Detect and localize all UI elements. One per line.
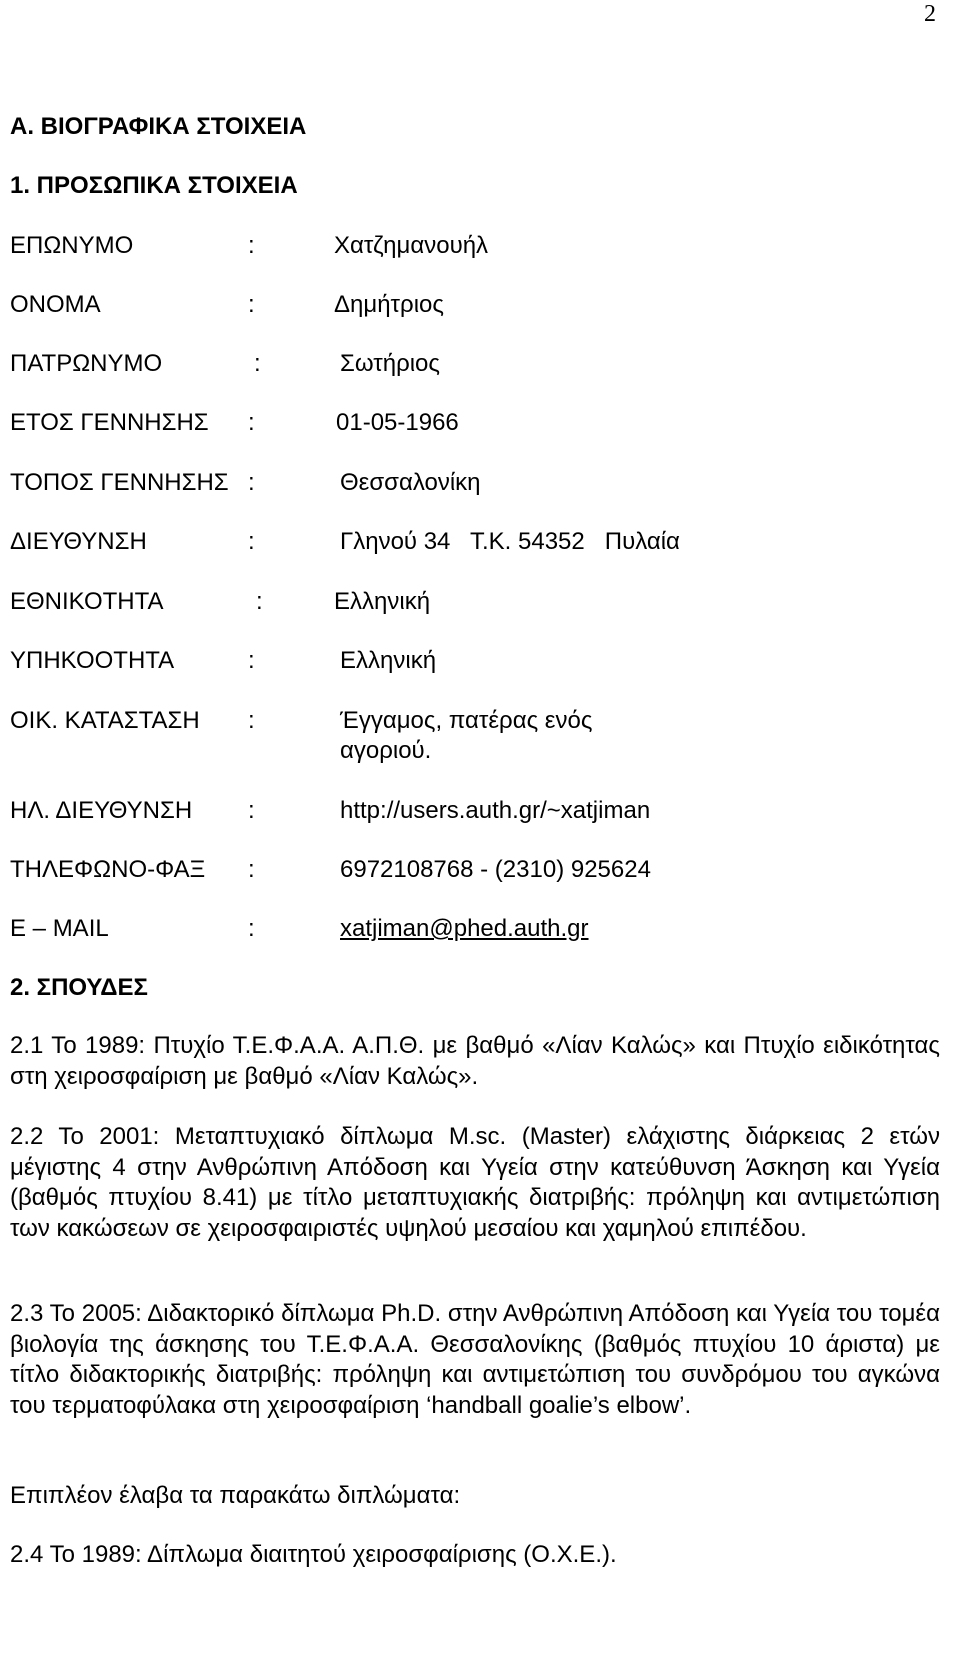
field-value: Γληνού 34 Τ.Κ. 54352 Πυλαία bbox=[340, 528, 680, 555]
studies-title: 2. ΣΠΟΥΔΕΣ bbox=[10, 974, 148, 1001]
field-surname bbox=[10, 231, 940, 261]
field-birth-place bbox=[10, 468, 940, 498]
field-label: ΠΑΤΡΩΝΥΜΟ bbox=[10, 350, 163, 377]
field-label: ΤΟΠΟΣ ΓΕΝΝΗΣΗΣ bbox=[10, 469, 229, 496]
field-fathers-name bbox=[10, 349, 940, 379]
field-label: ΟΙΚ. ΚΑΤΑΣΤΑΣΗ bbox=[10, 707, 200, 734]
field-phone-fax bbox=[10, 855, 940, 885]
page-number: 2 bbox=[924, 1, 936, 27]
field-value: 6972108768 - (2310) 925624 bbox=[340, 856, 651, 883]
field-label: ΕΘΝΙΚΟΤΗΤΑ bbox=[10, 588, 164, 615]
study-item-2: 2.2 Το 2001: Μεταπτυχιακό δίπλωμα M.sc. (Master) ελάχιστης διάρκειας 2 ετών μέγιστης 4 στην Ανθρώπινη Απόδοση και Υγεία στην κατεύθυνση Άσκηση και Υγεία (βαθμός πτυχίου 8.41) με τίτλο μεταπτυχιακής διατριβής: πρόληψη και αντιμετώπιση των κακώσεων σε χειροσφαιριστές υψηλού μεσαίου και χαμηλού επιπέδου. bbox=[10, 1123, 940, 1242]
email-link[interactable]: xatjiman@phed.auth.gr bbox=[340, 915, 589, 942]
field-homepage bbox=[10, 796, 940, 826]
field-value: Έγγαμος, πατέρας ενός αγοριού. bbox=[340, 707, 593, 764]
field-address bbox=[10, 527, 940, 557]
field-colon: : bbox=[248, 856, 255, 883]
field-label: ΕΤΟΣ ΓΕΝΝΗΣΗΣ bbox=[10, 409, 209, 436]
field-label: ΟΝΟΜΑ bbox=[10, 291, 101, 318]
personal-info-title: 1. ΠΡΟΣΩΠΙΚΑ ΣΤΟΙΧΕΙΑ bbox=[10, 172, 298, 199]
field-colon: : bbox=[248, 797, 255, 824]
study-item-4: 2.4 Το 1989: Δίπλωμα διαιτητού χειροσφαίρισης (Ο.Χ.Ε.). bbox=[10, 1541, 617, 1568]
study-item-3: 2.3 Το 2005: Διδακτορικό δίπλωμα Ph.D. στην Ανθρώπινη Απόδοση και Υγεία του τομέα βιολογία της άσκησης του Τ.Ε.Φ.Α.Α. Θεσσαλονίκης (βαθμός πτυχίου 10 άριστα) με τίτλο διδακτορικής διατριβής: πρόληψη και αντιμετώπιση του συνδρόμου του αγκώνα του τερματοφύλακα στη χειροσφαίριση ‘handball goalie’s elbow’. bbox=[10, 1300, 940, 1419]
field-citizenship bbox=[10, 646, 940, 676]
field-colon: : bbox=[248, 232, 255, 259]
field-nationality bbox=[10, 587, 940, 617]
field-value: Χατζημανουήλ bbox=[334, 232, 489, 259]
field-colon: : bbox=[248, 528, 255, 555]
homepage-link[interactable]: http://users.auth.gr/~xatjiman bbox=[340, 797, 651, 824]
field-value: Ελληνική bbox=[340, 647, 437, 674]
field-label: ΥΠΗΚΟΟΤΗΤΑ bbox=[10, 647, 175, 674]
field-value: Ελληνική bbox=[334, 588, 431, 615]
field-colon: : bbox=[248, 469, 255, 496]
field-marital-status bbox=[10, 706, 940, 766]
field-colon: : bbox=[254, 350, 261, 377]
section-a-title: Α. ΒΙΟΓΡΑΦΙΚΑ ΣΤΟΙΧΕΙΑ bbox=[10, 113, 307, 140]
field-colon: : bbox=[248, 409, 255, 436]
field-colon: : bbox=[248, 647, 255, 674]
study-item-1: 2.1 Το 1989: Πτυχίο Τ.Ε.Φ.Α.Α. Α.Π.Θ. με βαθμό «Λίαν Καλώς» και Πτυχίο ειδικότητας στη χειροσφαίριση με βαθμό «Λίαν Καλώς». bbox=[10, 1032, 940, 1090]
field-first-name bbox=[10, 290, 940, 320]
field-colon: : bbox=[256, 588, 263, 615]
extra-diplomas-intro: Επιπλέον έλαβα τα παρακάτω διπλώματα: bbox=[10, 1482, 461, 1509]
field-value: 01-05-1966 bbox=[336, 409, 459, 436]
field-label: ΤΗΛΕΦΩΝΟ-ΦΑΞ bbox=[10, 856, 206, 883]
field-colon: : bbox=[248, 707, 255, 734]
field-label: E – MAIL bbox=[10, 915, 109, 942]
field-value: Θεσσαλονίκη bbox=[340, 469, 481, 496]
field-colon: : bbox=[248, 291, 255, 318]
field-value: Σωτήριος bbox=[340, 350, 440, 377]
field-label: ΔΙΕΥΘΥΝΣΗ bbox=[10, 528, 147, 555]
field-colon: : bbox=[248, 915, 255, 942]
field-birth-year bbox=[10, 408, 940, 438]
field-email bbox=[10, 914, 940, 944]
field-label: ΕΠΩΝΥΜΟ bbox=[10, 232, 134, 259]
field-value: Δημήτριος bbox=[334, 291, 444, 318]
field-label: ΗΛ. ΔΙΕΥΘΥΝΣΗ bbox=[10, 797, 193, 824]
